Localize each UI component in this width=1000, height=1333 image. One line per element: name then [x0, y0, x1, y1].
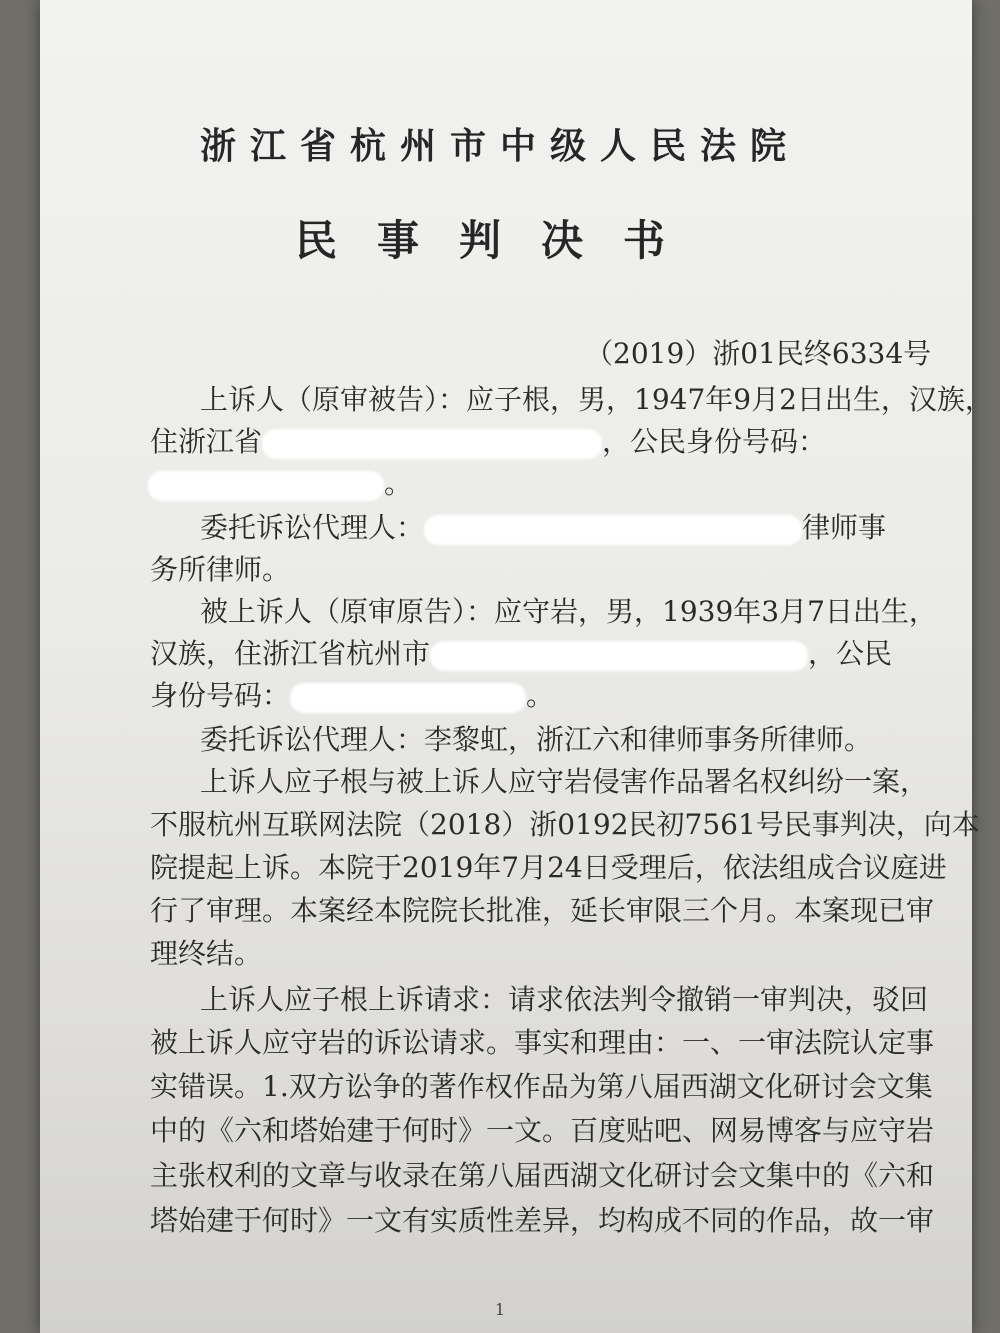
appellee-line: 被上诉人（原审原告）：应守岩，男，1939年3月7日出生， [200, 595, 937, 628]
redacted-agent-name [424, 515, 802, 545]
body-paragraph-1-line: 院提起上诉。本院于2019年7月24日受理后，依法组成合议庭进 [150, 851, 947, 884]
agent-line-1 [200, 510, 886, 546]
page-number: 1 [494, 1300, 506, 1319]
body-paragraph-2-line: 中的《六和塔始建于何时》一文。百度贴吧、网易博客与应守岩 [150, 1114, 935, 1147]
period: 。 [526, 679, 555, 712]
body-paragraph-2-line: 塔始建于何时》一文有实质性差异，均构成不同的作品，故一审 [150, 1204, 935, 1237]
agent-line-2: 务所律师。 [150, 553, 291, 586]
body-paragraph-2-line: 主张权利的文章与收录在第八届西湖文化研讨会文集中的《六和 [150, 1159, 935, 1192]
body-paragraph-1-line: 不服杭州互联网法院（2018）浙0192民初7561号民事判决，向本 [150, 808, 980, 841]
address-prefix: 汉族，住浙江省杭州市 [150, 637, 431, 670]
address-prefix: 住浙江省 [150, 425, 263, 458]
redacted-id-number [148, 471, 384, 501]
body-paragraph-1-line: 理终结。 [150, 937, 263, 970]
appellee-id-line [150, 678, 554, 714]
id-label: 身份号码： [150, 679, 291, 712]
document-type-title: 民事判决书 [294, 216, 705, 265]
id-label: ，公民身份号码： [602, 425, 827, 458]
body-paragraph-1-line: 上诉人应子根与被上诉人应守岩侵害作品署名权纠纷一案， [200, 765, 929, 798]
law-firm-suffix: 律师事 [802, 511, 887, 544]
body-paragraph-1-line: 行了审理。本案经本院院长批准，延长审限三个月。本案现已审 [150, 894, 935, 927]
id-label: ，公民 [808, 637, 893, 670]
body-paragraph-2-line: 上诉人应子根上诉请求：请求依法判令撤销一审判决，驳回 [200, 983, 929, 1016]
court-name: 浙江省杭州市中级人民法院 [199, 125, 800, 167]
redacted-address [262, 429, 602, 459]
agent-label: 委托诉讼代理人： [200, 511, 425, 544]
body-paragraph-2-line: 被上诉人应守岩的诉讼请求。事实和理由：一、一审法院认定事 [150, 1026, 935, 1059]
appellant-address-line [150, 424, 826, 460]
case-number: （2019）浙01民终6334号 [585, 337, 932, 370]
appellee-address-line [150, 636, 892, 672]
appellee-agent-line: 委托诉讼代理人：李黎虹，浙江六和律师事务所律师。 [200, 723, 873, 756]
redacted-address [430, 641, 808, 671]
body-paragraph-2-line: 实错误。1.双方讼争的著作权作品为第八届西湖文化研讨会文集 [150, 1070, 933, 1103]
redacted-id-number [290, 683, 526, 713]
period: 。 [384, 467, 413, 500]
appellant-id-line [148, 466, 412, 502]
appellant-line: 上诉人（原审被告）：应子根，男，1947年9月2日出生，汉族， [200, 383, 993, 416]
